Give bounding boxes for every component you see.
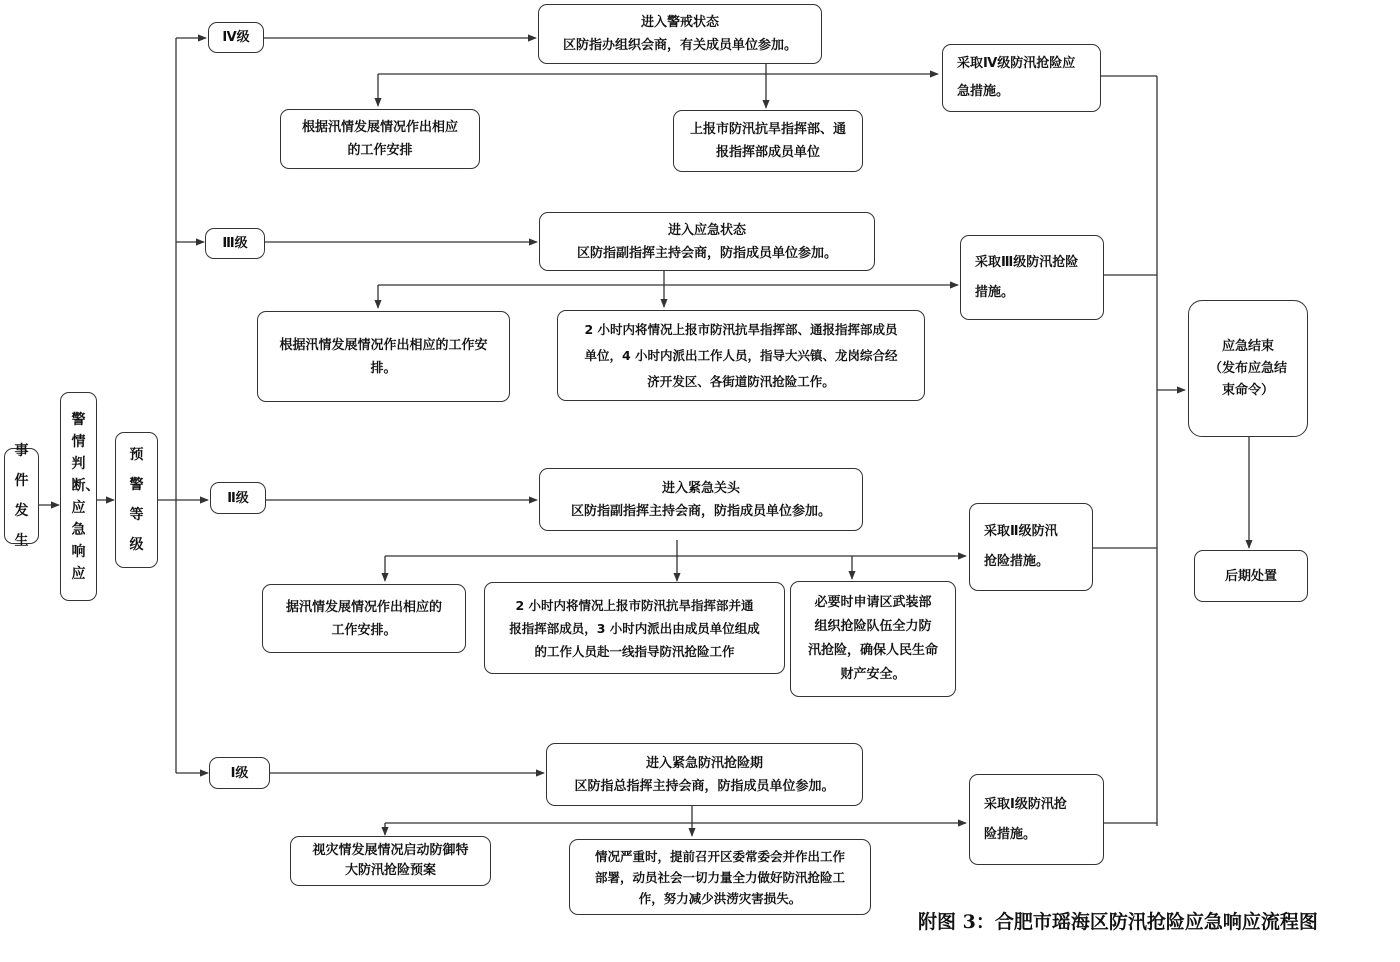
l1-plan-box: [290, 836, 491, 886]
l4-arrange-box: [280, 109, 480, 169]
l3-report-box: [557, 310, 925, 401]
l1-measure-box: [969, 774, 1104, 865]
figure-caption: 附图 3：合肥市瑶海区防汛抢险应急响应流程图: [918, 911, 1318, 933]
l4-arrange-text: 根据汛情发展情况作出相应 的工作安排: [301, 120, 458, 158]
l1-meeting-box: [569, 839, 871, 915]
after-text: 后期处置: [1224, 568, 1277, 584]
l2-state-box: [539, 468, 863, 531]
l2-measure-box: [969, 503, 1093, 591]
l2-report-box: [484, 582, 785, 674]
level3-box: [205, 228, 265, 259]
level2-box: [210, 482, 266, 514]
l2-arrange-box: [262, 584, 466, 653]
l3-arrange-box: [257, 311, 510, 402]
l2-arrange-text: 据汛情发展情况作出相应的 工作安排。: [285, 599, 442, 638]
warn-level-text: 预警等级: [129, 447, 144, 553]
level4-box: [208, 22, 264, 53]
l1-state-text: 进入紧急防汛抢险期 区防指总指挥主持会商，防指成员单位参加。: [574, 755, 835, 794]
l1-plan-text: 视灾情发展情况启动防御特 大防汛抢险预案: [312, 843, 469, 878]
l2-measure-text: 采取Ⅱ级防汛 抢险措施。: [984, 524, 1058, 569]
judge-text: 警情判断、应急响应: [71, 411, 100, 582]
l3-state-text: 进入应急状态 区防指副指挥主持会商，防指成员单位参加。: [576, 222, 837, 261]
l4-state-box: [538, 4, 822, 64]
l3-measure-box: [960, 235, 1104, 320]
l3-report-text: 2 小时内将情况上报市防汛抗旱指挥部、通报指挥部成员 单位，4 小时内派出工作人员，指导大兴镇、龙岗综合经 济开发区、各街道防汛抢险工作。: [584, 321, 898, 389]
level4-label: Ⅳ级: [222, 30, 250, 45]
l3-state-box: [539, 212, 875, 271]
l3-arrange-text: 根据汛情发展情况作出相应的工作安 排。: [279, 337, 488, 376]
judge-box: [60, 392, 100, 601]
end-box: [1188, 300, 1308, 437]
l1-state-box: [546, 743, 863, 806]
l2-army-box: [790, 581, 956, 697]
warn-level-box: [115, 432, 158, 568]
l4-report-box: [673, 110, 863, 172]
l4-report-text: 上报市防汛抗旱指挥部、通 报指挥部成员单位: [689, 122, 846, 160]
l2-state-text: 进入紧急关头 区防指副指挥主持会商，防指成员单位参加。: [570, 480, 831, 519]
l2-report-text: 2 小时内将情况上报市防汛抗旱指挥部并通 报指挥部成员，3 小时内派出由成员单位组成 的工作人员赴一线指导防汛抢险工作: [509, 597, 760, 659]
after-box: [1194, 550, 1308, 602]
event-text: 事件发生: [14, 443, 29, 549]
level1-label: Ⅰ级: [230, 765, 249, 781]
l2-army-text: 必要时申请区武装部 组织抢险队伍全力防 汛抢险，确保人民生命 财产安全。: [807, 595, 938, 682]
l4-measure-text: 采取Ⅳ级防汛抢险应 急措施。: [957, 56, 1076, 99]
level3-label: Ⅲ级: [222, 236, 248, 251]
level2-label: Ⅱ级: [227, 490, 249, 506]
l4-measure-box: [942, 44, 1101, 112]
l4-state-text: 进入警戒状态 区防指办组织会商，有关成员单位参加。: [562, 15, 797, 53]
l3-measure-text: 采取Ⅲ级防汛抢险 措施。: [975, 254, 1079, 300]
l1-measure-text: 采取Ⅰ级防汛抢 险措施。: [984, 796, 1067, 842]
event-box: [4, 443, 39, 549]
l1-meeting-text: 情况严重时，提前召开区委常委会并作出工作 部署，动员社会一切力量全力做好防汛抢险工 作，努力减少洪涝灾害损失。: [594, 848, 845, 906]
level1-box: [209, 757, 270, 789]
end-text: 应急结束 （发布应急结 束命令）: [1208, 338, 1287, 398]
